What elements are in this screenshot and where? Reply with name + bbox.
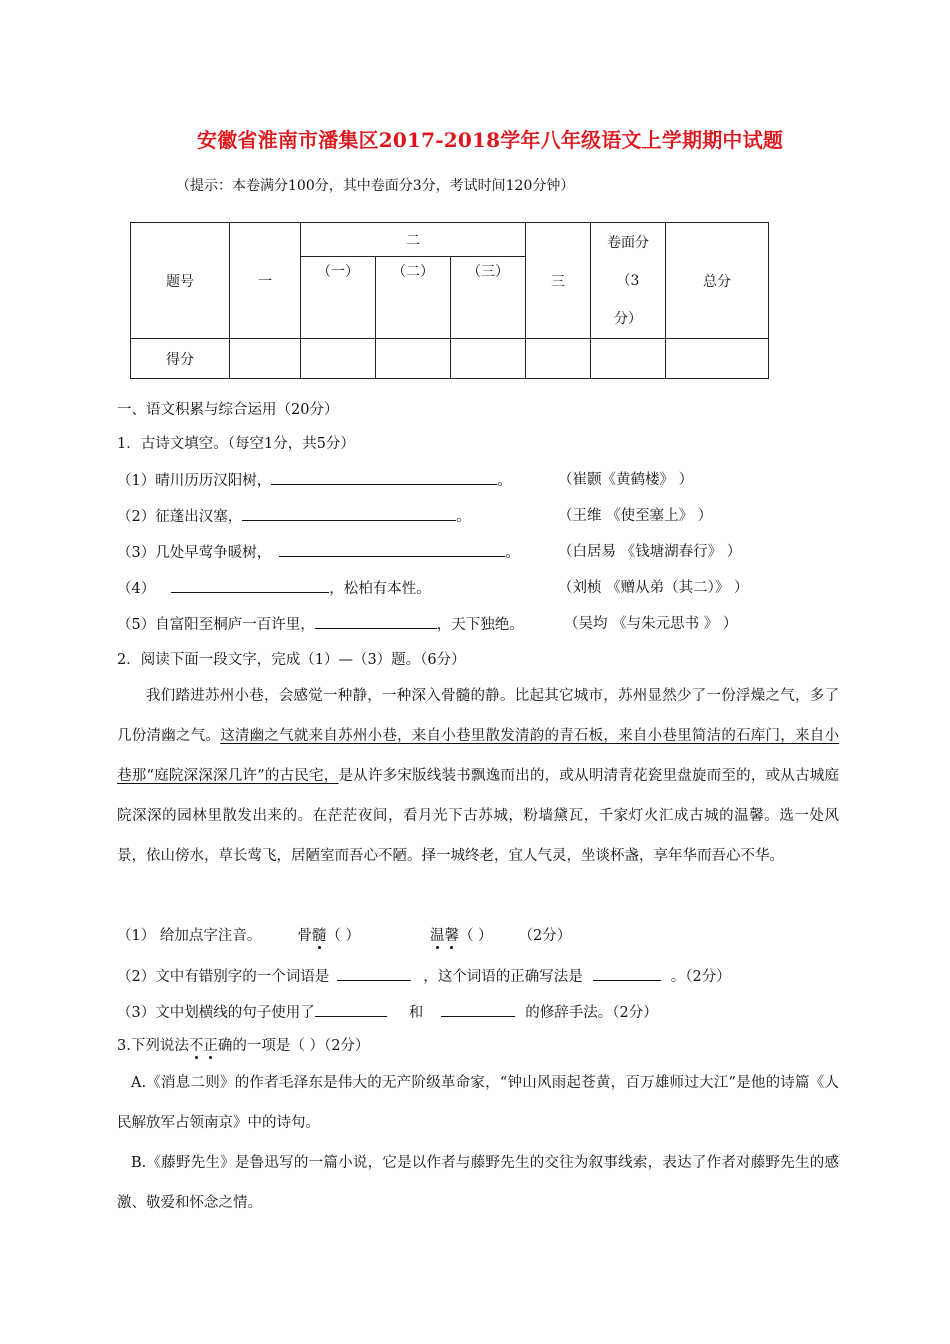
q2-sub-2-text: ，这个词语的正确写法是 bbox=[423, 969, 583, 985]
q2-sub-3-text: 的修辞手法。（2分） bbox=[525, 1005, 658, 1021]
q2-sub-2-text: 。（2分） bbox=[670, 969, 731, 985]
q1-item-4-prefix: （4） bbox=[117, 581, 156, 597]
dotted-char: 馨 bbox=[444, 928, 459, 944]
q1-item-5 bbox=[117, 612, 524, 634]
dotted-char: 髓 bbox=[311, 928, 327, 944]
points: （2分） bbox=[518, 928, 572, 944]
header-total: 总分 bbox=[666, 223, 769, 339]
passage-underlined-sentence: 这清幽之气就来自苏州小巷，来自小巷里散发清韵的青石板，来自小巷里简洁的石库门，来自小巷那“庭院深深深几许”的古民宅， bbox=[117, 728, 840, 784]
question-1-stem: 1．古诗文填空。（每空1分，共5分） bbox=[117, 436, 355, 452]
header-part-one: 一 bbox=[230, 223, 301, 339]
answer-blank bbox=[242, 504, 456, 521]
question-3-stem bbox=[117, 1034, 369, 1055]
q1-item-4-suffix: ，松柏有本性。 bbox=[329, 581, 431, 597]
score-table bbox=[130, 222, 769, 379]
passage-text: 我们踏进苏州小巷，会感觉一种静，一种深入骨髓的静。比起其它城市，苏州显然少了一份浮燥之气，多了几份清幽之气。 bbox=[117, 688, 839, 744]
header-part-two-sub-1: （一） bbox=[301, 257, 376, 339]
answer-blank bbox=[279, 540, 505, 557]
score-cell bbox=[451, 339, 526, 379]
reading-passage bbox=[117, 676, 839, 876]
q1-item-2-prefix: （2）征蓬出汉塞， bbox=[117, 509, 243, 525]
q2-sub-2 bbox=[117, 964, 731, 986]
answer-blank bbox=[593, 964, 661, 981]
q2-sub-3-text: （3）文中划横线的句子使用了 bbox=[117, 1005, 315, 1021]
q2-sub-1 bbox=[117, 924, 571, 945]
q1-item-4-source: （刘桢 《赠从弟（其二）》 ） bbox=[558, 580, 749, 596]
q1-item-1-suffix: 。 bbox=[497, 473, 512, 489]
q1-item-4 bbox=[117, 576, 431, 598]
neatness-line-3: 分） bbox=[614, 310, 642, 327]
q2-sub-3 bbox=[117, 1000, 658, 1022]
score-cell bbox=[230, 339, 301, 379]
neatness-line-1: 卷面分 bbox=[607, 234, 649, 251]
row-label-score: 得分 bbox=[131, 339, 230, 379]
exam-hint: （提示：本卷满分100分，其中卷面分3分，考试时间120分钟） bbox=[176, 178, 575, 194]
word-char: 骨 bbox=[297, 928, 312, 944]
q3-stem-text: 确的一项是（ ）（2分） bbox=[217, 1038, 370, 1054]
q2-sub-1-label: （1） 给加点字注音。 bbox=[117, 928, 262, 944]
q1-item-3 bbox=[117, 540, 520, 562]
header-part-two: 二 bbox=[301, 223, 526, 257]
q1-item-2 bbox=[117, 504, 471, 526]
q1-item-3-prefix: （3）几处早莺争暖树， bbox=[117, 545, 272, 561]
q1-item-5-prefix: （5）自富阳至桐庐一百许里， bbox=[117, 617, 315, 633]
header-part-two-sub-3: （三） bbox=[451, 257, 526, 339]
header-question-number: 题号 bbox=[131, 223, 230, 339]
answer-blank bbox=[315, 612, 437, 629]
q2-sub-2-text: （2）文中有错别字的一个词语是 bbox=[117, 969, 330, 985]
passage-text: 是从许多宋版线装书飘逸而出的，或从明清青花瓷里盘旋而至的，或从古城庭院深深的园林里散发出来的。在茫茫夜间，看月光下古苏城，粉墙黛瓦，千家灯火汇成古城的温馨。选一处风景，依山傍水，草长莺飞，居陋室而吾心不陋。择一城终老，宜人气灵，坐谈杯盏，享年华而吾心不华。 bbox=[117, 768, 840, 864]
q1-item-1-source: （崔颢《黄鹤楼》 ） bbox=[558, 472, 694, 488]
q1-item-3-source: （白居易 《钱塘湖春行》 ） bbox=[558, 544, 742, 560]
pinyin-blank: （ ） bbox=[326, 928, 360, 944]
q1-item-1-prefix: （1）晴川历历汉阳树， bbox=[117, 473, 272, 489]
score-cell bbox=[526, 339, 591, 379]
neatness-line-2: （3 bbox=[616, 272, 640, 289]
score-cell bbox=[666, 339, 769, 379]
q3-option-a: A.《消息二则》的作者毛泽东是伟大的无产阶级革命家，“钟山风雨起苍黄，百万雄师过大江”是他的诗篇《人民解放军占领南京》中的诗句。 bbox=[117, 1075, 839, 1131]
score-cell bbox=[376, 339, 451, 379]
header-part-three: 三 bbox=[526, 223, 591, 339]
answer-blank bbox=[441, 1000, 515, 1017]
answer-blank bbox=[171, 576, 329, 593]
header-neatness-score bbox=[591, 223, 666, 339]
dotted-char: 不 bbox=[188, 1038, 204, 1054]
score-cell bbox=[591, 339, 666, 379]
q1-item-3-suffix: 。 bbox=[505, 545, 520, 561]
q1-item-2-source: （王维 《使至塞上》 ） bbox=[558, 508, 713, 524]
q1-item-2-suffix: 。 bbox=[456, 509, 471, 525]
score-cell bbox=[301, 339, 376, 379]
answer-blank bbox=[271, 468, 497, 485]
pinyin-blank: （ ） bbox=[458, 928, 493, 944]
q1-item-5-source: （吴均 《与朱元思书 》 ） bbox=[564, 616, 738, 632]
q3-stem-text: 3.下列说法 bbox=[117, 1038, 189, 1054]
header-part-two-sub-2: （二） bbox=[376, 257, 451, 339]
exam-title: 安徽省淮南市潘集区2017-2018学年八年级语文上学期期中试题 bbox=[197, 128, 784, 152]
dotted-char: 温 bbox=[429, 928, 445, 944]
dotted-char: 正 bbox=[203, 1038, 218, 1054]
question-2-stem: 2．阅读下面一段文字，完成（1）—（3）题。（6分） bbox=[117, 652, 466, 668]
q3-option-b: B.《藤野先生》是鲁迅写的一篇小说，它是以作者与藤野先生的交往为叙事线索，表达了作者对藤野先生的感激、敬爱和怀念之情。 bbox=[117, 1155, 839, 1211]
q1-item-5-suffix: ，天下独绝。 bbox=[436, 617, 524, 633]
q1-item-1 bbox=[117, 468, 512, 490]
answer-blank bbox=[337, 964, 411, 981]
section-one-heading: 一、语文积累与综合运用（20分） bbox=[117, 402, 339, 418]
q2-sub-3-text: 和 bbox=[408, 1005, 424, 1021]
answer-blank bbox=[315, 1000, 387, 1017]
